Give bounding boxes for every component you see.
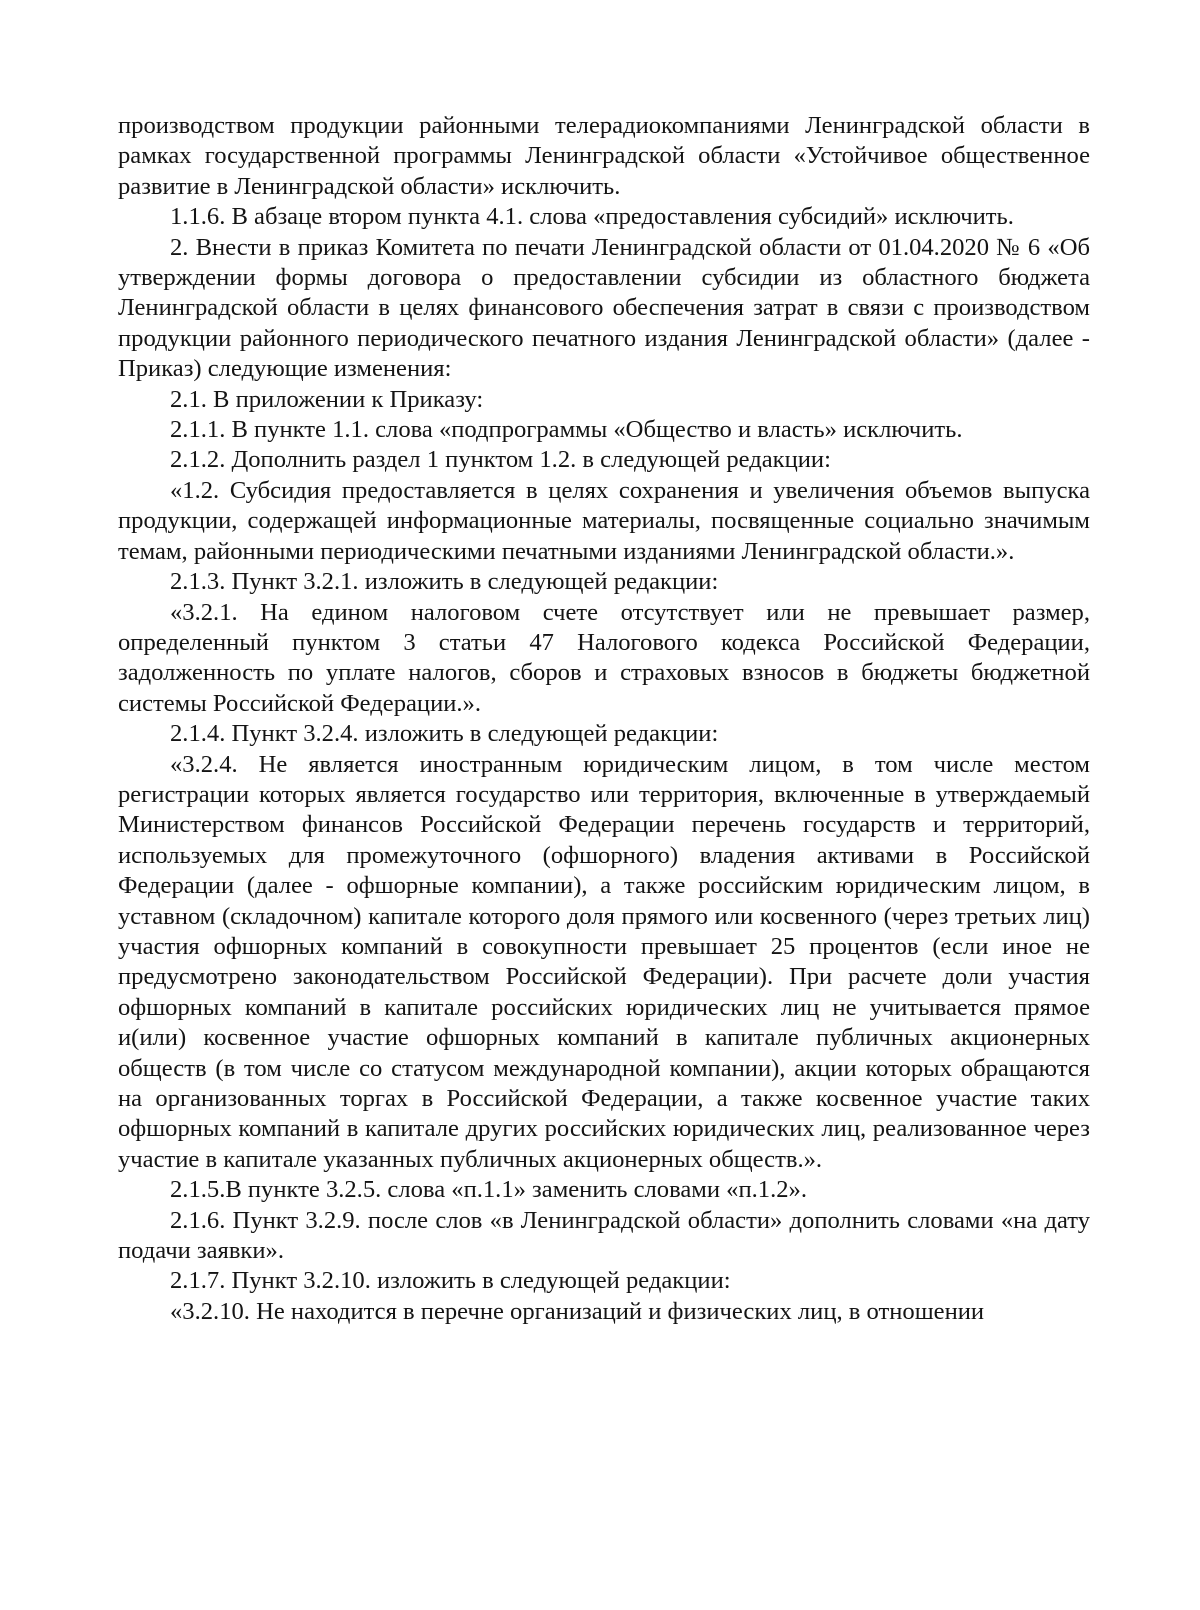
paragraph-quote-3-2-10: «3.2.10. Не находится в перечне организаций и физических лиц, в отношении	[170, 1297, 985, 1325]
paragraph-quote-3-2-1: «3.2.1. На едином налоговом счете отсутствует или не превышает размер, определенный пунктом 3 статьи 47 Налогового кодекса Российской Федерации, задолженность по уплате налогов, сборов и страховых взносов в бюджеты бюджетной системы Российской Федерации.».	[118, 598, 1090, 717]
paragraph-2-1-5: 2.1.5.В пункте 3.2.5. слова «п.1.1» заменить словами «п.1.2».	[170, 1176, 807, 1204]
paragraph-continuation: производством продукции районными телерадиокомпаниями Ленинградской области в рамках государственной программы Ленинградской области «Устойчивое общественное развитие в Ленинградской области» исключить.	[118, 112, 1090, 200]
paragraph-2-1-6: 2.1.6. Пункт 3.2.9. после слов «в Ленинградской области» дополнить словами «на дату подачи заявки».	[118, 1206, 1090, 1265]
paragraph-quote-3-2-4: «3.2.4. Не является иностранным юридическим лицом, в том числе местом регистрации которых является государство или территория, включенные в утверждаемый Министерством финансов Российской Федерации перечень государств и территорий, используемых для промежуточного (офшорного) владения активами в Российской Федерации (далее - офшорные компании), а также российским юридическим лицом, в уставном (складочном) капитале которого доля прямого или косвенного (через третьих лиц) участия офшорных компаний в совокупности превышает 25 процентов (если иное не предусмотрено законодательством Российской Федерации). При расчете доли участия офшорных компаний в капитале российских юридических лиц не учитывается прямое и(или) косвенное участие офшорных компаний в капитале публичных акционерных обществ (в том числе со статусом международной компании), акции которых обращаются на организованных торгах в Российской Федерации, а также косвенное участие таких офшорных компаний в капитале других российских юридических лиц, реализованное через участие в капитале указанных публичных акционерных обществ.».	[118, 750, 1090, 1173]
paragraph-2-1-3: 2.1.3. Пункт 3.2.1. изложить в следующей редакции:	[170, 568, 719, 596]
paragraph-2-1-7: 2.1.7. Пункт 3.2.10. изложить в следующей редакции:	[170, 1267, 731, 1295]
paragraph-2-1-2: 2.1.2. Дополнить раздел 1 пунктом 1.2. в следующей редакции:	[170, 446, 831, 474]
paragraph-1-1-6: 1.1.6. В абзаце втором пункта 4.1. слова «предоставления субсидий» исключить.	[170, 203, 1014, 231]
paragraph-quote-1-2: «1.2. Субсидия предоставляется в целях сохранения и увеличения объемов выпуска продукции, содержащей информационные материалы, посвященные социально значимым темам, районными периодическими печатными изданиями Ленинградской области.».	[118, 476, 1090, 565]
paragraph-2-1: 2.1. В приложении к Приказу:	[170, 385, 484, 413]
document-body	[118, 111, 1090, 1327]
paragraph-2-1-1: 2.1.1. В пункте 1.1. слова «подпрограммы «Общество и власть» исключить.	[170, 416, 963, 444]
paragraph-2-1-4: 2.1.4. Пункт 3.2.4. изложить в следующей редакции:	[170, 720, 719, 748]
paragraph-2: 2. Внести в приказ Комитета по печати Ленинградской области от 01.04.2020 № 6 «Об утверждении формы договора о предоставлении субсидии из областного бюджета Ленинградской области в целях финансового обеспечения затрат в связи с производством продукции районного периодического печатного издания Ленинградской области» (далее - Приказ) следующие изменения:	[118, 233, 1090, 383]
